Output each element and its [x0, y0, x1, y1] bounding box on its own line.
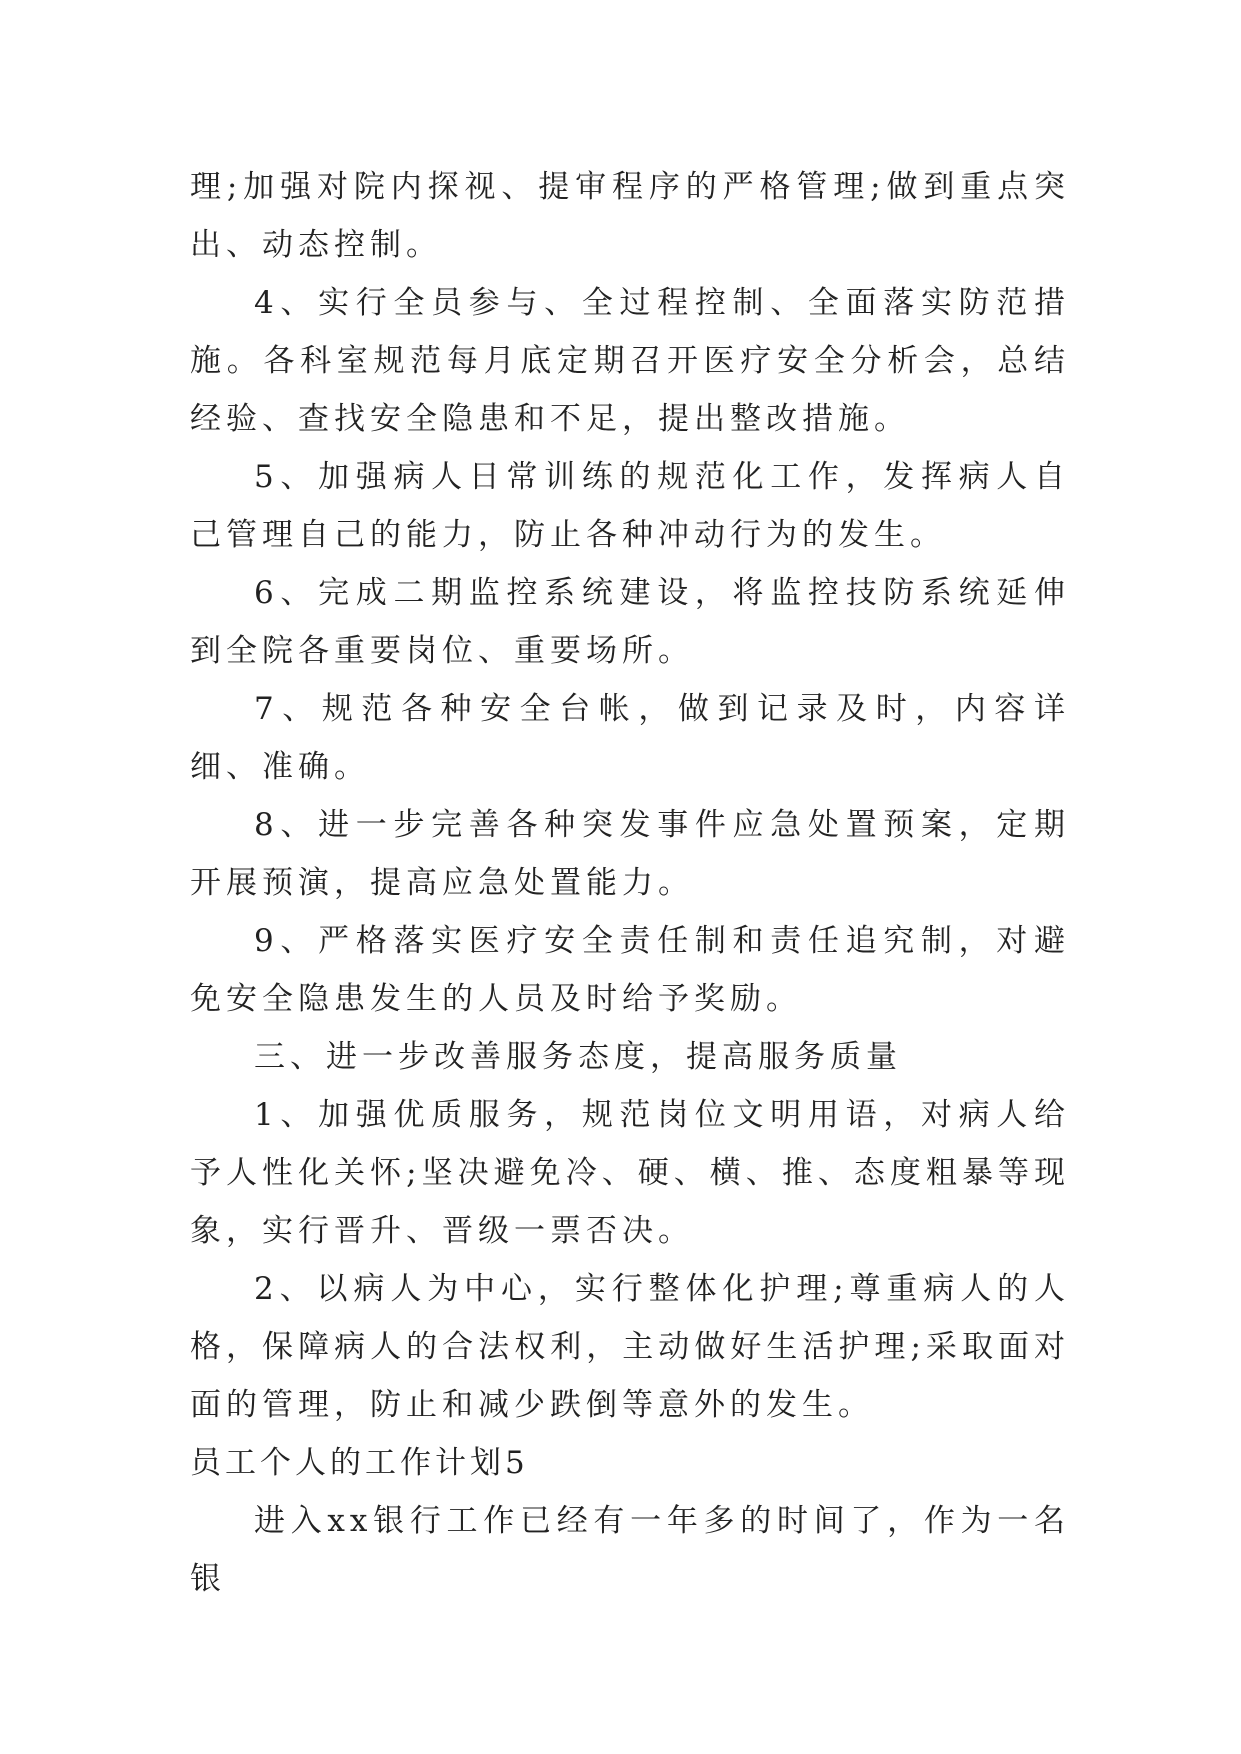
paragraph-intro: 进入xx银行工作已经有一年多的时间了，作为一名银 — [190, 1503, 1070, 1597]
document-body — [190, 158, 1070, 1608]
section-heading: 员工个人的工作计划5 — [190, 1445, 529, 1481]
paragraph-item-5: 5、加强病人日常训练的规范化工作，发挥病人自己管理自己的能力，防止各种冲动行为的发生。 — [190, 459, 1070, 553]
paragraph-item-7: 7、规范各种安全台帐，做到记录及时，内容详细、准确。 — [190, 691, 1070, 785]
paragraph-item-6: 6、完成二期监控系统建设，将监控技防系统延伸到全院各重要岗位、重要场所。 — [190, 575, 1070, 669]
paragraph-service-2: 2、以病人为中心，实行整体化护理;尊重病人的人格，保障病人的合法权利，主动做好生活护理;采取面对面的管理，防止和减少跌倒等意外的发生。 — [190, 1271, 1070, 1423]
section-subheading-three: 三、进一步改善服务态度，提高服务质量 — [254, 1039, 902, 1075]
paragraph-service-1: 1、加强优质服务，规范岗位文明用语，对病人给予人性化关怀;坚决避免冷、硬、横、推、态度粗暴等现象，实行晋升、晋级一票否决。 — [190, 1097, 1070, 1249]
paragraph-item-4: 4、实行全员参与、全过程控制、全面落实防范措施。各科室规范每月底定期召开医疗安全分析会，总结经验、查找安全隐患和不足，提出整改措施。 — [190, 285, 1070, 437]
paragraph-continuation: 理;加强对院内探视、提审程序的严格管理;做到重点突出、动态控制。 — [190, 169, 1070, 263]
paragraph-item-8: 8、进一步完善各种突发事件应急处置预案，定期开展预演，提高应急处置能力。 — [190, 807, 1070, 901]
paragraph-item-9: 9、严格落实医疗安全责任制和责任追究制，对避免安全隐患发生的人员及时给予奖励。 — [190, 923, 1070, 1017]
